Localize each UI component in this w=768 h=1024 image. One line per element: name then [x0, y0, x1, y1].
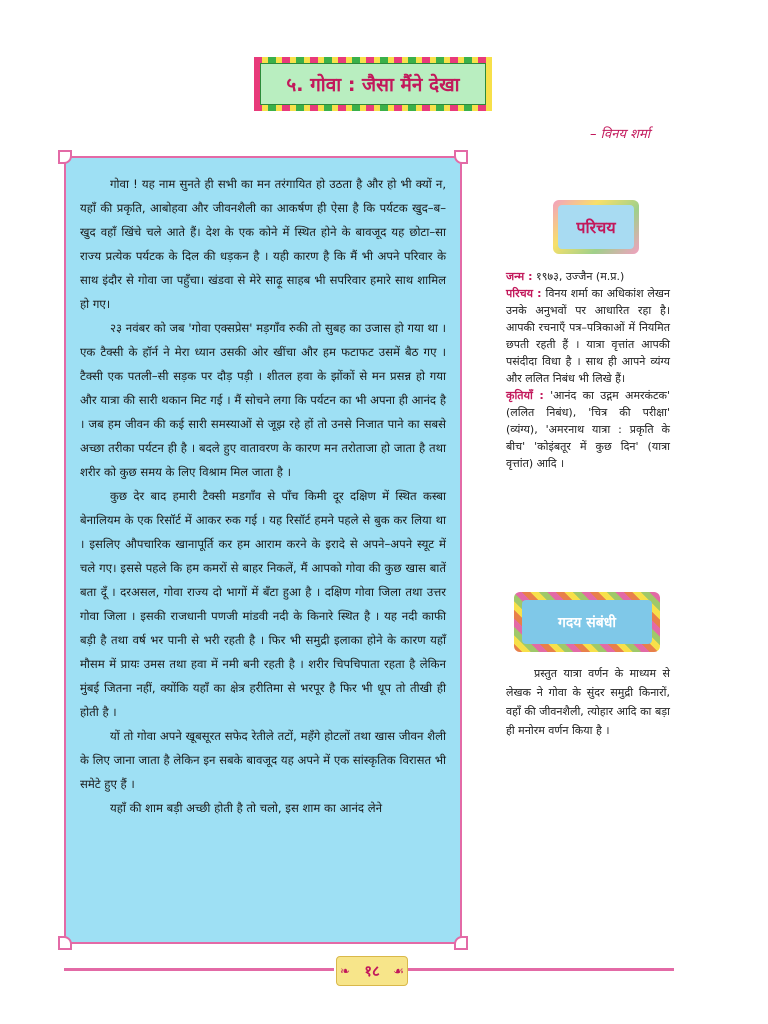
parichay-badge	[553, 200, 639, 254]
intro-label: परिचय :	[506, 287, 542, 300]
chapter-title: ५. गोवा : जैसा मैंने देखा	[286, 74, 460, 96]
birth-label: जन्म :	[506, 270, 533, 283]
page-number: १८	[364, 962, 380, 980]
paragraph: कुछ देर बाद हमारी टैक्सी मडगाँव से पाँच किमी दूर दक्षिण में स्थित कस्बा बेनालियम के एक रिसॉर्ट में आकर रुक गई । यह रिसॉर्ट हमने पहले से बुक कर लिया था । इसलिए औपचारिक खानापूर्ति कर हम आराम करने के इरादे से अपने–अपने स्यूट में चले गए। इससे पहले कि हम कमरों से बाहर निकलें, मैं आपको गोवा की कुछ खास बातें बता दूँ । दरअसल, गोवा राज्य दो भागों में बँटा हुआ है । दक्षिण गोवा जिला तथा उत्तर गोवा जिला । इसकी राजधानी पणजी मांडवी नदी के किनारे स्थित है । यह नदी काफी बड़ी है तथा वर्ष भर पानी से भरी रहती है । फिर भी समुद्री इलाका होने के कारण यहाँ मौसम में प्रायः उमस तथा हवा में नमी बनी रहती है । शरीर चिपचिपाता रहता है लेकिन मुंबई जितना नहीं, क्योंकि यहाँ का क्षेत्र हरीतिमा से भरपूर है फिर भी धूप तो तीखी ही होती है ।	[80, 489, 446, 719]
title-banner-inner	[260, 63, 486, 105]
curl-ornament-icon: ☙	[393, 964, 404, 978]
bio-works	[506, 387, 670, 472]
works-label: कृतियाँ :	[506, 389, 544, 402]
gadya-badge	[514, 592, 660, 652]
parichay-heading: परिचय	[558, 205, 634, 249]
gadya-heading: गदय संबंधी	[522, 600, 652, 644]
curl-ornament-icon: ❧	[340, 964, 351, 978]
title-banner	[254, 57, 492, 111]
main-text	[80, 172, 446, 820]
paragraph: गोवा ! यह नाम सुनते ही सभी का मन तरंगायित हो उठता है और हो भी क्यों न, यहाँ की प्रकृति, आबोहवा और जीवनशैली का आकर्षण ही ऐसा है कि पर्यटक खुद–ब–खुद वहाँ खिंचे चले आते हैं। देश के एक कोने में स्थित होने के बावजूद यह छोटा–सा राज्य प्रत्येक पर्यटक के दिल की धड़कन है । यही कारण है कि मैं भी अपने परिवार के साथ इंदौर से गोवा जा पहुँचा। खंडवा से मेरे साढ़ू साहब भी सपरिवार हमारे साथ शामिल हो गए।	[80, 177, 446, 311]
bio-birth	[506, 268, 670, 285]
paragraph: २३ नवंबर को जब 'गोवा एक्सप्रेस' मड़गाँव रुकी तो सुबह का उजास हो गया था । एक टैक्सी के हॉर्न ने मेरा ध्यान उसकी ओर खींचा और हम फटाफट उसमें बैठ गए । टैक्सी एक पतली–सी सड़क पर दौड़ पड़ी । शीतल हवा के झोंकों से मन प्रसन्न हो गया और यात्रा की सारी थकान मिट गई । मैं सोचने लगा कि पर्यटन का भी अपना ही आनंद है । जब हम जीवन की कई सारी समस्याओं से जूझ रहे हों तो उनसे निजात पाने का सबसे अच्छा तरीका पर्यटन ही है । बदले हुए वातावरण के कारण मन तरोताजा हो जाता है तथा शरीर को कुछ समय के लिए विश्राम मिल जाता है ।	[80, 321, 446, 479]
intro-text: विनय शर्मा का अधिकांश लेखन उनके अनुभवों पर आधारित रहा है। आपकी रचनाएँ पत्र–पत्रिकाओं में नियमित छपती रहती हैं । यात्रा वृत्तांत आपकी पसंदीदा विधा है । साथ ही आपने व्यंग्य और ललित निबंध भी लिखे हैं।	[506, 287, 670, 385]
gadya-paragraph: प्रस्तुत यात्रा वर्णन के माध्यम से लेखक ने गोवा के सुंदर समुद्री किनारों, वहाँ की जीवनशैली, त्योहार आदि का बड़ा ही मनोरम वर्णन किया है ।	[506, 667, 670, 737]
footer-line	[408, 968, 674, 971]
author-name: – विनय शर्मा	[590, 127, 651, 142]
page-number-badge	[336, 956, 408, 986]
works-text: 'आनंद का उद्गम अमरकंटक' (ललित निबंध), 'चित्र की परीक्षा' (व्यंग्य), 'अमरनाथ यात्रा : प्रकृति के बीच' 'कोइंबतूर में कुछ दिन' (यात्रा वृत्तांत) आदि ।	[506, 389, 670, 470]
author-bio	[506, 268, 670, 472]
corner-ornament	[58, 936, 72, 950]
bio-intro	[506, 285, 670, 387]
footer-line	[64, 968, 334, 971]
gadya-description	[506, 664, 670, 740]
birth-text: १९७३, उज्जैन (म.प्र.)	[535, 270, 625, 283]
corner-ornament	[454, 150, 468, 164]
main-text-box	[64, 156, 462, 944]
paragraph: यों तो गोवा अपने खूबसूरत सफेद रेतीले तटों, महँगे होटलों तथा खास जीवन शैली के लिए जाना जाता है लेकिन इन सबके बावजूद यह अपने में एक सांस्कृतिक विरासत भी समेटे हुए हैं ।	[80, 729, 446, 791]
paragraph: यहाँ की शाम बड़ी अच्छी होती है तो चलो, इस शाम का आनंद लेने	[110, 801, 383, 815]
corner-ornament	[454, 936, 468, 950]
corner-ornament	[58, 150, 72, 164]
